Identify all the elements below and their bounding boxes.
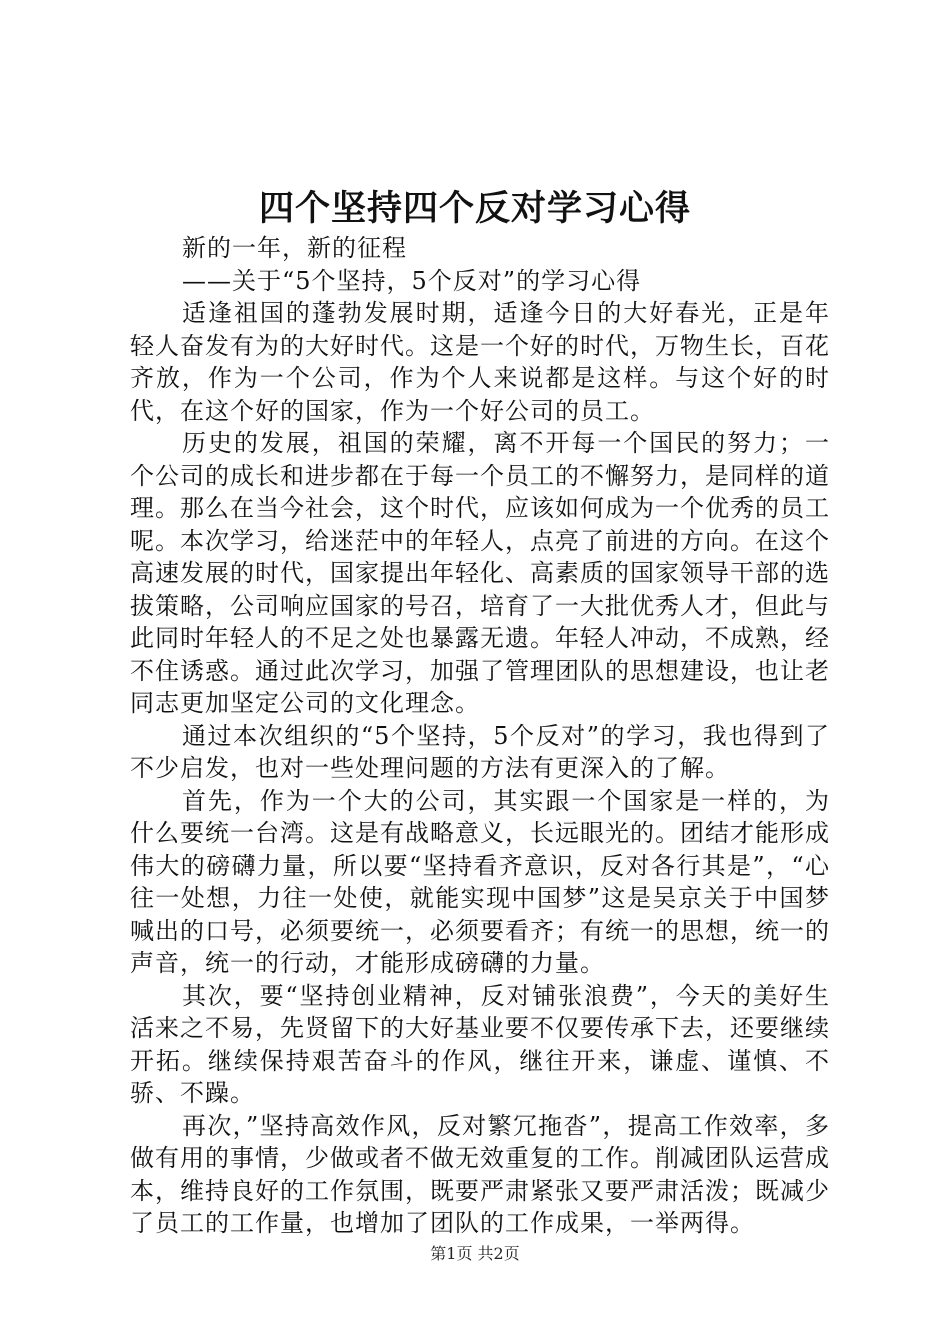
subtitle-line-1: 新的一年，新的征程	[182, 234, 407, 262]
body-paragraph-3: 通过本次组织的“5个坚持，5个反对”的学习，我也得到了不少启发，也对一些处理问题的方法有更深入的了解。	[130, 721, 830, 782]
subtitle-line-2: ——关于“5个坚持，5个反对”的学习心得	[182, 266, 642, 295]
body-paragraph-6: 再次，”坚持高效作风，反对繁冗拖沓”，提高工作效率，多做有用的事情，少做或者不做无效重复的工作。削减团队运营成本，维持良好的工作氛围，既要严肃紧张又要严肃活泼；既减少了员工的工作量，也增加了团队的工作成果，一举两得。	[130, 1111, 830, 1237]
body-paragraph-1: 适逢祖国的蓬勃发展时期，适逢今日的大好春光，正是年轻人奋发有为的大好时代。这是一个好的时代，万物生长，百花齐放，作为一个公司，作为个人来说都是这样。与这个好的时代，在这个好的国家，作为一个好公司的员工。	[130, 299, 830, 425]
body-paragraph-5: 其次，要“坚持创业精神，反对铺张浪费”，今天的美好生活来之不易，先贤留下的大好基业要不仅要传承下去，还要继续开拓。继续保持艰苦奋斗的作风，继往开来，谦虚、谨慎、不骄、不躁。	[130, 981, 830, 1107]
body-paragraph-2: 历史的发展，祖国的荣耀，离不开每一个国民的努力；一个公司的成长和进步都在于每一个员工的不懈努力，是同样的道理。那么在当今社会，这个时代，应该如何成为一个优秀的员工呢。本次学习，给迷茫中的年轻人，点亮了前进的方向。在这个高速发展的时代，国家提出年轻化、高素质的国家领导干部的选拔策略，公司响应国家的号召，培育了一大批优秀人才，但此与此同时年轻人的不足之处也暴露无遗。年轻人冲动，不成熟，经不住诱惑。通过此次学习，加强了管理团队的思想建设，也让老同志更加坚定公司的文化理念。	[130, 429, 830, 717]
document-title: 四个坚持四个反对学习心得	[258, 189, 691, 229]
body-paragraph-4: 首先，作为一个大的公司，其实跟一个国家是一样的，为什么要统一台湾。这是有战略意义，长远眼光的。团结才能形成伟大的磅礴力量，所以要“坚持看齐意识，反对各行其是”，“心往一处想，力往一处使，就能实现中国梦”这是吴京关于中国梦喊出的口号，必须要统一，必须要看齐；有统一的思想，统一的声音，统一的行动，才能形成磅礴的力量。	[130, 786, 830, 977]
page-footer: 第1页 共2页	[430, 1244, 520, 1263]
document-body	[130, 232, 830, 1240]
